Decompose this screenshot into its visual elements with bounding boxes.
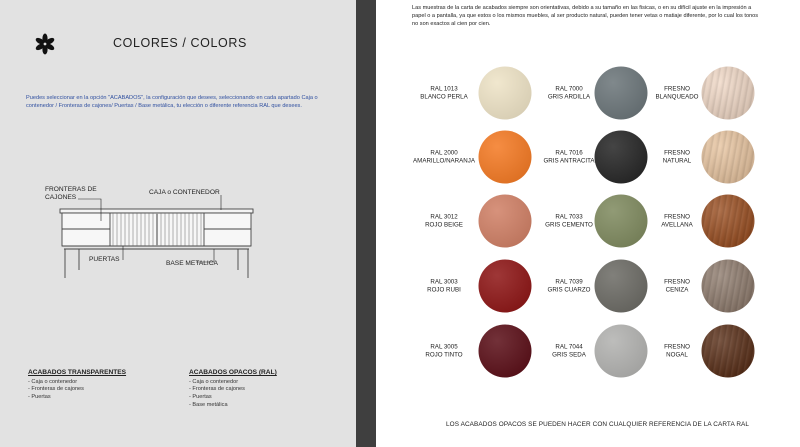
swatch-label: RAL 3005 ROJO TINTO xyxy=(425,343,463,358)
page-title: COLORES / COLORS xyxy=(113,36,247,50)
swatch-label: RAL 2000 AMARILLO/NARANJA xyxy=(413,149,475,164)
color-swatch xyxy=(479,260,532,313)
swatch-label: RAL 1013 BLANCO PERLA xyxy=(420,85,468,100)
right-page xyxy=(376,0,800,447)
swatch-label: FRESNO BLANQUEADO xyxy=(655,85,699,100)
transparentes-heading: ACABADOS TRANSPARENTES xyxy=(28,369,127,376)
swatch-label: RAL 7033 GRIS CEMENTO xyxy=(545,213,593,228)
color-swatch xyxy=(479,195,532,248)
left-page xyxy=(0,0,356,447)
color-swatch xyxy=(702,260,755,313)
swatch-label: FRESNO NATURAL xyxy=(662,149,692,164)
list-item: - Puertas xyxy=(28,393,51,400)
swatch-label: RAL 7000 GRIS ARDILLA xyxy=(547,85,591,100)
footer-note: LOS ACABADOS OPACOS SE PUEDEN HACER CON CUALQUIER REFERENCIA DE LA CARTA RAL xyxy=(446,421,750,428)
intro-text: Puedes seleccionar en la opción "ACABADOS", la configuración que desees, seleccionando en cada apartado Caja o contenedor / Fronteras de cajones/ Puertas / Base metálica, tu elección o diferente referencia RAL que desees. xyxy=(26,95,318,110)
list-item: - Fronteras de cajones xyxy=(28,386,84,393)
color-swatch xyxy=(595,131,648,184)
color-swatch xyxy=(702,195,755,248)
color-swatch xyxy=(595,195,648,248)
swatch-label: FRESNO CENIZA xyxy=(664,278,690,293)
swatch-label: RAL 7016 GRIS ANTRACITA xyxy=(543,149,595,164)
color-swatch xyxy=(479,131,532,184)
list-item: - Caja o contenedor xyxy=(28,378,78,385)
swatch-label: RAL 3012 ROJO BEIGE xyxy=(425,213,463,228)
label-caja: CAJA o CONTENEDOR xyxy=(149,189,220,196)
list-item: - Caja o contenedor xyxy=(189,378,239,385)
list-item: - Fronteras de cajones xyxy=(189,386,245,393)
swatch-label: RAL 7044 GRIS SEDA xyxy=(552,343,586,358)
color-swatch xyxy=(702,67,755,120)
color-swatch xyxy=(479,325,532,378)
swatch-label: RAL 7039 GRIS CUARZO xyxy=(547,278,591,293)
swatch-label: FRESNO AVELLANA xyxy=(661,213,693,228)
color-swatch xyxy=(595,67,648,120)
color-swatch xyxy=(702,131,755,184)
color-swatch xyxy=(595,325,648,378)
flower-logo-icon xyxy=(34,33,56,55)
label-base: BASE METALICA xyxy=(166,260,218,267)
swatch-label: RAL 3003 ROJO RUBI xyxy=(427,278,461,293)
opacos-heading: ACABADOS OPACOS (RAL) xyxy=(189,369,277,376)
transparentes-list xyxy=(28,369,126,402)
label-puertas: PUERTAS xyxy=(89,256,120,263)
color-swatch xyxy=(702,325,755,378)
color-swatch xyxy=(595,260,648,313)
disclaimer-text: Las muestras de la carta de acabados siempre son orientativas, debido a su tamaño en las fisicas, o en su difícil ajuste en la impresión a papel o a pantalla, ya que estos o los mismos muebles, al ser producto natural, pueden tener vetas o matiaje diferente, por lo cual los tonos no son exactos al cien por cien. xyxy=(412,5,759,27)
list-item: - Base metálica xyxy=(189,401,228,408)
opacos-list xyxy=(189,369,277,409)
label-fronteras: FRONTERAS DE CAJONES xyxy=(45,186,97,201)
color-swatch xyxy=(479,67,532,120)
list-item: - Puertas xyxy=(189,393,212,400)
swatch-label: FRESNO NOGAL xyxy=(664,343,690,358)
page-divider xyxy=(356,0,376,447)
